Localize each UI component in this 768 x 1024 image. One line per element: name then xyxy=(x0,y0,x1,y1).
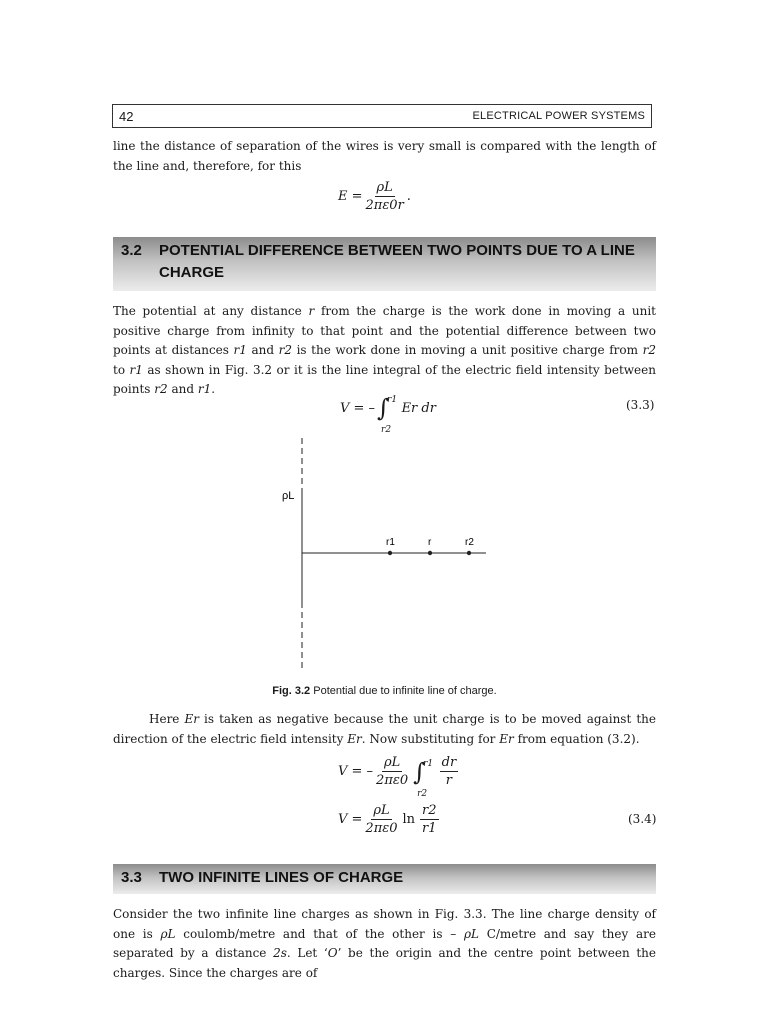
equation-number-3-4: (3.4) xyxy=(628,812,657,826)
page-number: 42 xyxy=(119,108,134,124)
integral-upper-limit: r1 xyxy=(387,395,398,405)
section-title: POTENTIAL DIFFERENCE BETWEEN TWO POINTS DUE TO A LINE CHARGE xyxy=(159,242,635,281)
figure-caption xyxy=(113,685,656,697)
eq-fraction xyxy=(366,180,404,213)
eq-tail: . xyxy=(406,189,411,204)
figure-3-2 xyxy=(270,432,500,672)
eq-lhs: V = xyxy=(338,812,363,827)
equation-substitution xyxy=(338,755,461,799)
equation-3-4 xyxy=(338,803,442,836)
section-3-2-paragraph: The potential at any distance r from the charge is the work done in moving a unit positive charge from infinity to that point and the potential difference between two points at distances r1 and r2 is the work done in moving a unit positive charge from r2 to r1 as shown in Fig. 3.2 or it is the line integral of the electric field intensity between points r2 and r1. xyxy=(113,304,656,396)
ln-operator: ln xyxy=(402,812,416,827)
log-fraction: $\frac{r2}{r1}$ xyxy=(422,803,437,836)
paragraph-after-figure: Here Er is taken as negative because the unit charge is to be moved against the direction of the electric field intensity Er. Now substituting for Er from equation (3.2). xyxy=(113,712,656,746)
running-header xyxy=(112,104,652,128)
equation-field-intensity xyxy=(338,180,411,213)
eq-lhs: V = – xyxy=(338,764,374,779)
integral-lower-limit: r2 xyxy=(381,425,392,435)
point-r2 xyxy=(467,551,471,555)
section-3-3-paragraph: Consider the two infinite line charges as shown in Fig. 3.3. The line charge density of one is ρL coulomb/metre and that of the other is – ρL C/metre and say they are separated by a distance 2s. Let ‘O’ be the origin and the centre point between the charges. Since the charges are of xyxy=(113,907,657,980)
label-r1: r1 xyxy=(386,537,395,548)
label-r: r xyxy=(428,537,432,548)
eq-numerator: ρL xyxy=(376,180,393,195)
eq-lhs: V = – xyxy=(340,400,376,416)
integrand-fraction: $\frac{dr}{r}$ xyxy=(441,755,457,788)
integral-sign: ∫ r1 r2 xyxy=(377,396,390,420)
charge-label: ρL xyxy=(282,490,295,502)
caption-label: Fig. 3.2 xyxy=(272,685,311,697)
point-r xyxy=(428,551,432,555)
caption-text: Potential due to infinite line of charge. xyxy=(313,685,497,697)
label-r2: r2 xyxy=(465,537,474,548)
section-heading-3-2 xyxy=(113,237,656,291)
intro-paragraph: line the distance of separation of the wires is very small is compared with the length of the line and, therefore, for this xyxy=(113,139,656,173)
integral-sign: ∫ r1 r2 xyxy=(413,757,434,799)
section-number: 3.2 xyxy=(121,242,142,259)
point-r1 xyxy=(388,551,392,555)
eq-fraction: $\frac{\rho L}{2\pi\varepsilon 0}$ xyxy=(376,755,409,788)
eq-lhs: E = xyxy=(338,189,363,204)
integrand: Er dr xyxy=(401,400,436,416)
section-number: 3.3 xyxy=(121,869,142,886)
equation-3-3 xyxy=(340,393,436,435)
section-title: TWO INFINITE LINES OF CHARGE xyxy=(159,869,404,886)
running-title: ELECTRICAL POWER SYSTEMS xyxy=(472,110,645,122)
eq-denominator: 2πε0r xyxy=(365,198,404,213)
section-heading-3-3 xyxy=(113,864,656,894)
eq-fraction: $\frac{\rho L}{2\pi\varepsilon 0}$ xyxy=(365,803,398,836)
equation-number-3-3: (3.3) xyxy=(626,398,655,412)
